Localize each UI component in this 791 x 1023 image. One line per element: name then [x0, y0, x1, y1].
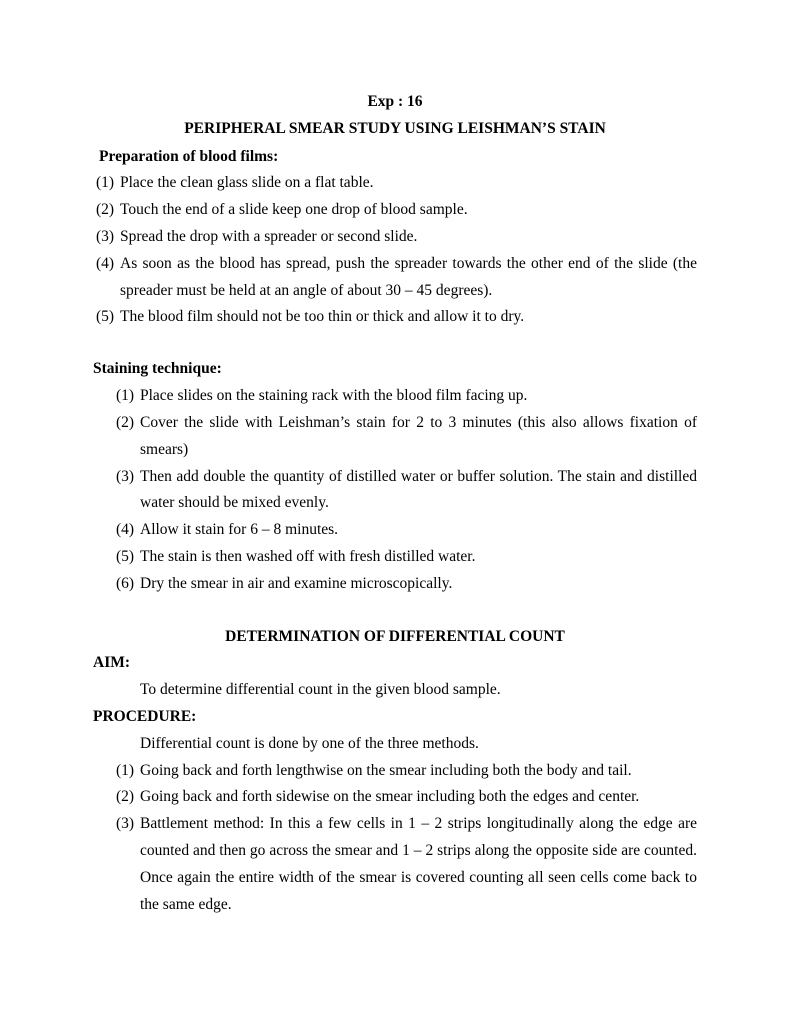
- procedure-label: PROCEDURE:: [93, 708, 197, 725]
- preparation-heading: Preparation of blood films:: [99, 147, 279, 165]
- step-number: (2): [116, 413, 135, 431]
- aim-label: AIM:: [93, 654, 131, 672]
- step-text-line: smears): [140, 440, 189, 458]
- step-number: (6): [116, 574, 135, 592]
- step-number: (3): [116, 815, 135, 833]
- aim-text: To determine differential count in the given blood sample.: [140, 681, 501, 699]
- step-text: Dry the smear in air and examine microscopically.: [140, 574, 453, 592]
- step-text-line: Battlement method: In this a few cells in 1 – 2 strips longitudinally along the edge are: [140, 815, 697, 833]
- step-number: (4): [96, 254, 115, 272]
- step-text-line: water should be mixed evenly.: [140, 493, 329, 511]
- step-text-line: spreader must be held at an angle of about 30 – 45 degrees).: [120, 281, 493, 299]
- step-text-line: Once again the entire width of the smear is covered counting all seen cells come back to: [140, 868, 697, 886]
- step-text: Place the clean glass slide on a flat table.: [120, 174, 374, 192]
- step-number: (5): [96, 308, 115, 326]
- step-text: Touch the end of a slide keep one drop of blood sample.: [120, 201, 468, 219]
- step-number: (3): [96, 228, 115, 245]
- step-text: Allow it stain for 6 – 8 minutes.: [140, 520, 339, 538]
- step-text: Place slides on the staining rack with the blood film facing up.: [140, 386, 528, 404]
- procedure-intro: Differential count is done by one of the three methods.: [140, 734, 479, 752]
- step-number: (2): [96, 201, 115, 219]
- staining-heading: Staining technique:: [93, 359, 222, 377]
- step-number: (1): [116, 386, 135, 404]
- experiment-number: Exp : 16: [367, 92, 423, 110]
- step-text: The stain is then washed off with fresh distilled water.: [140, 547, 476, 565]
- step-text: Spread the drop with a spreader or second slide.: [120, 228, 418, 245]
- step-number: (2): [116, 788, 135, 806]
- step-number: (4): [116, 520, 135, 538]
- step-text-line: Cover the slide with Leishman’s stain for 2 to 3 minutes (this also allows fixation of: [140, 413, 697, 431]
- step-text-line: counted and then go across the smear and 1 – 2 strips along the opposite side are counted.: [140, 842, 697, 859]
- step-number: (3): [116, 467, 135, 485]
- step-text: Going back and forth lengthwise on the smear including both the body and tail.: [140, 761, 632, 779]
- experiment-title: PERIPHERAL SMEAR STUDY USING LEISHMAN’S STAIN: [184, 120, 606, 137]
- step-number: (5): [116, 547, 135, 565]
- step-text-line: the same edge.: [140, 895, 232, 913]
- differential-title: DETERMINATION OF DIFFERENTIAL COUNT: [225, 627, 565, 645]
- step-text: Going back and forth sidewise on the smear including both the edges and center.: [140, 788, 640, 806]
- step-number: (1): [116, 761, 135, 779]
- step-text-line: As soon as the blood has spread, push the spreader towards the other end of the slide (the: [120, 254, 697, 272]
- step-number: (1): [96, 174, 115, 192]
- step-text-line: Then add double the quantity of distilled water or buffer solution. The stain and distilled: [140, 467, 697, 485]
- step-text: The blood film should not be too thin or thick and allow it to dry.: [120, 308, 525, 326]
